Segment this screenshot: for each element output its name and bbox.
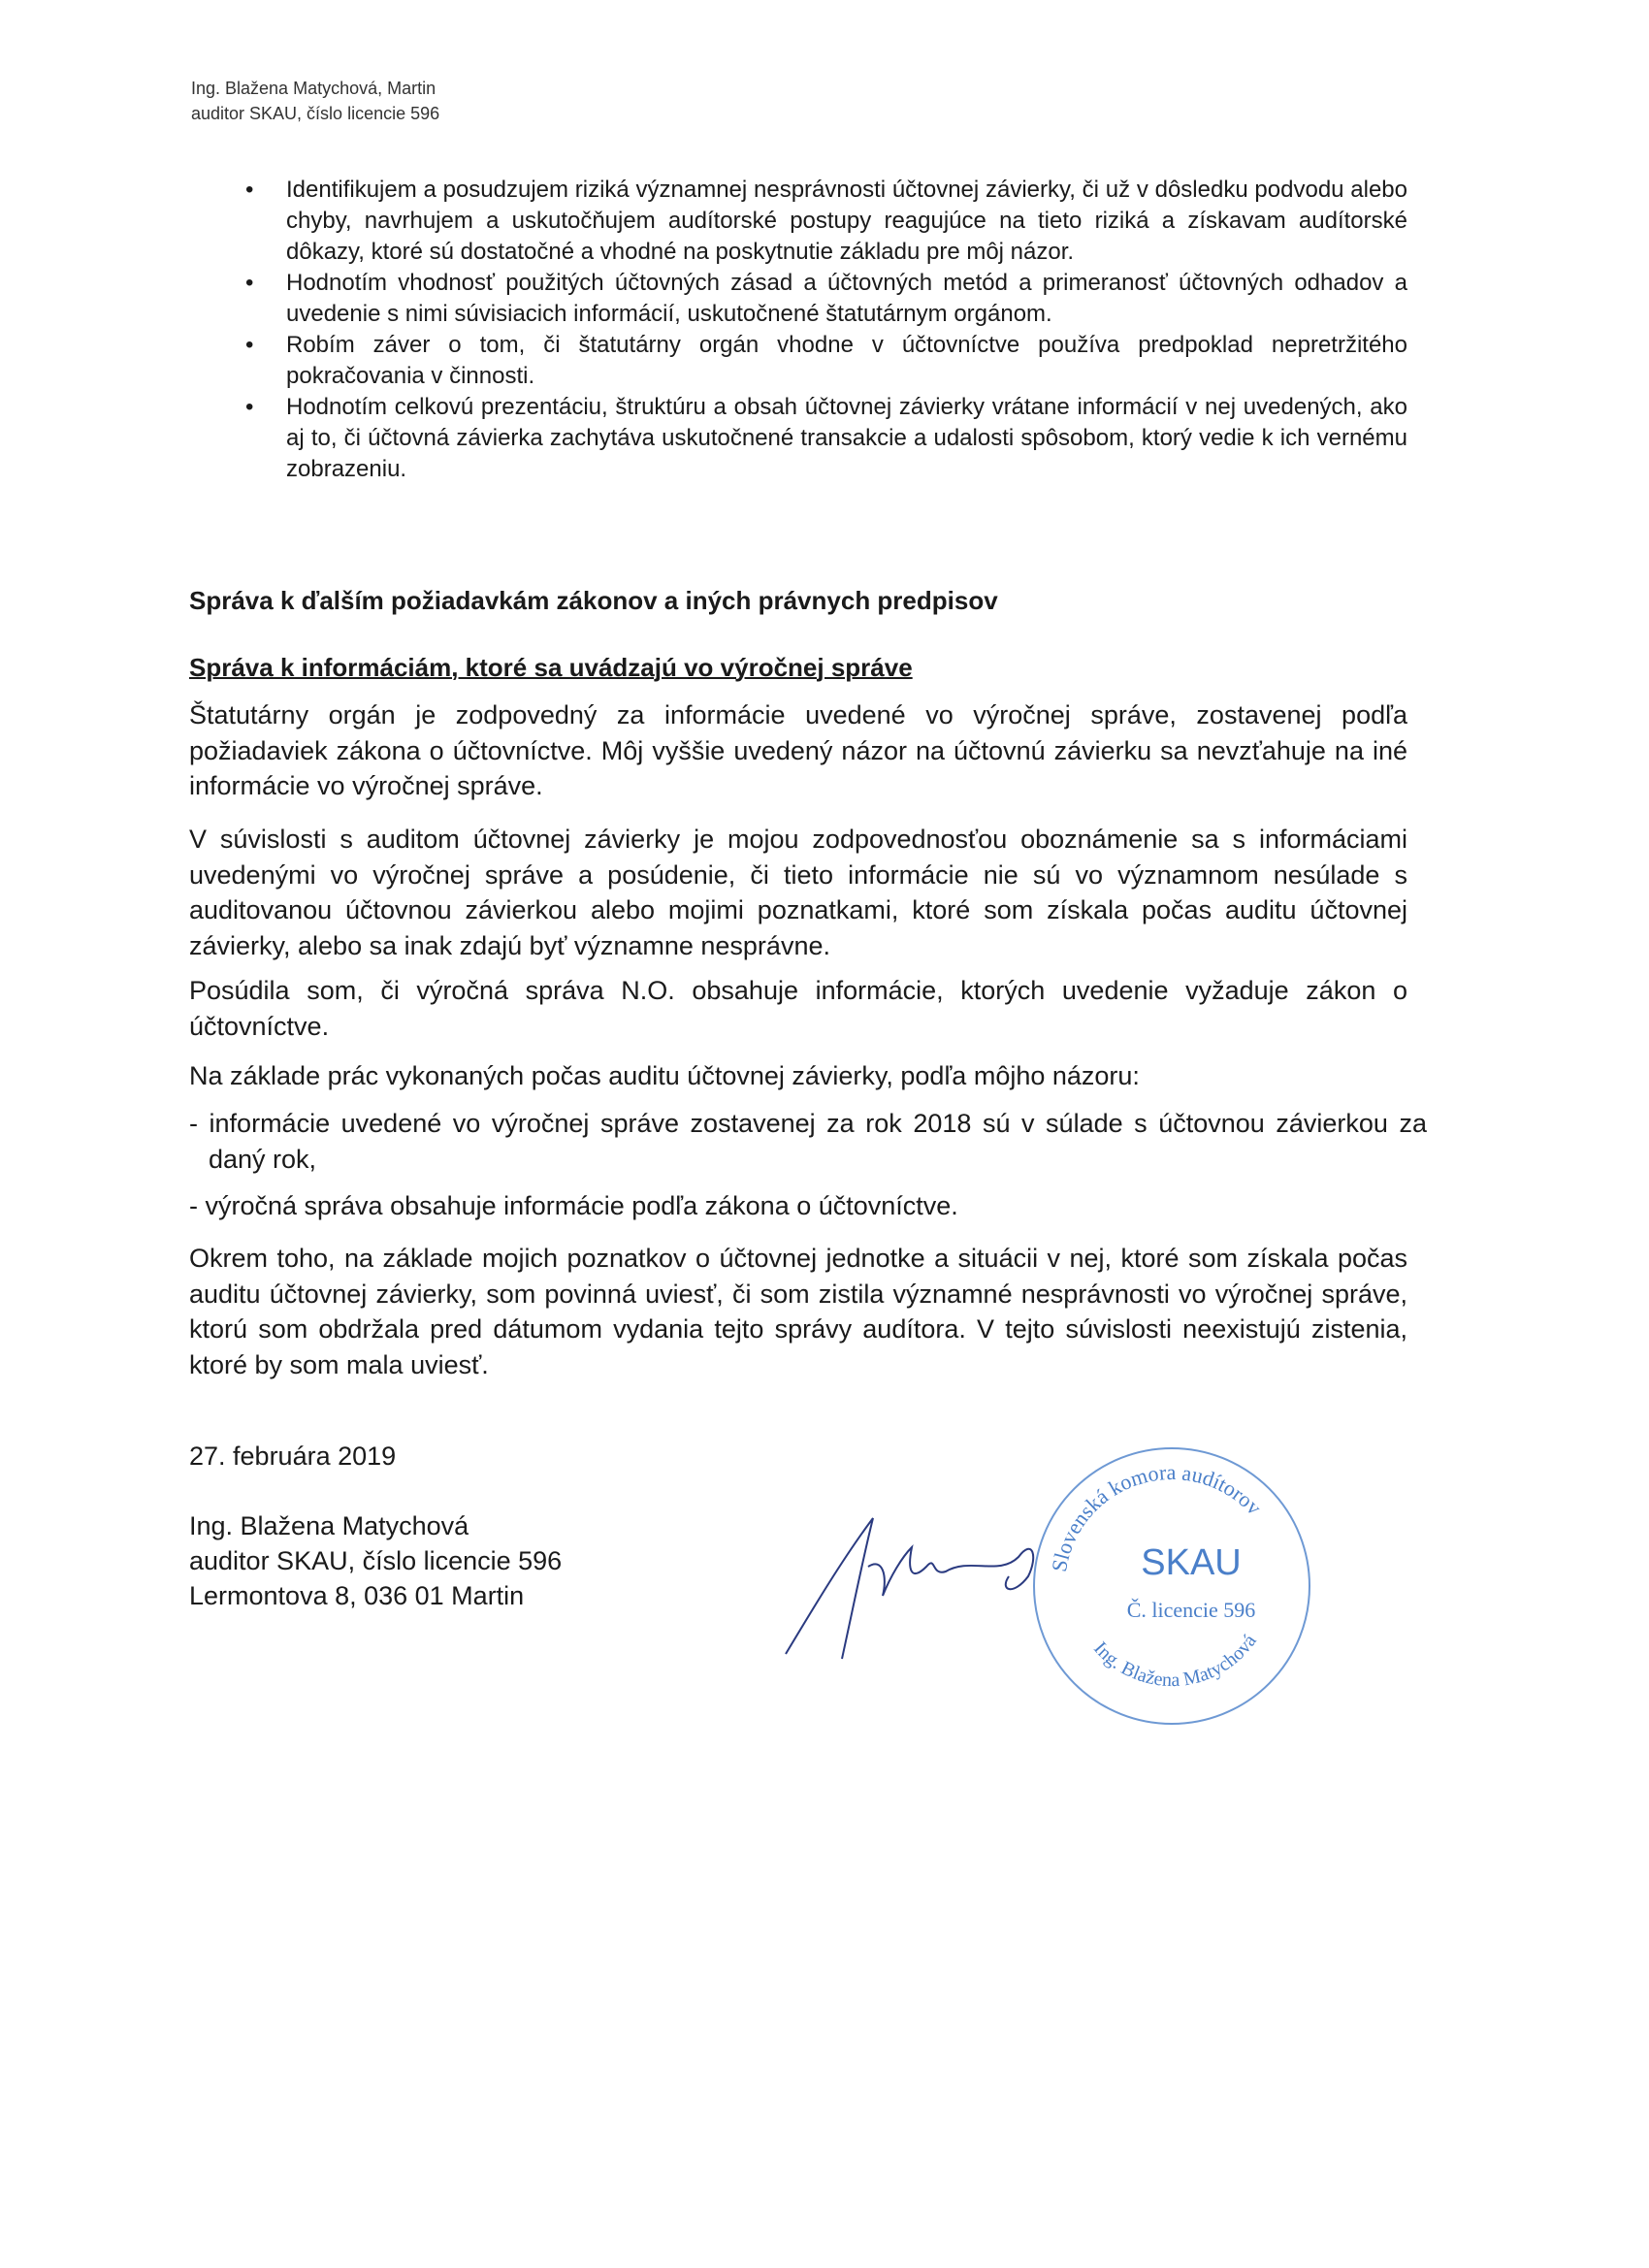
list-item: • Hodnotím vhodnosť použitých účtovných zásad a účtovných metód a primeranosť účtovných odhadov a uvedenie s nimi súvisiacich informácií, uskutočnené štatutárnym orgánom.	[245, 270, 1407, 327]
paragraph: V súvislosti s auditom účtovnej závierky je mojou zodpovednosťou oboznámenie sa s informáciami uvedenými vo výročnej správe a posúdenie, či tieto informácie nie sú vo významnom nesúlade s auditovanou účtovnou závierkou alebo mojimi poznatkami, ktoré som získala počas auditu účtovnej závierky, alebo sa inak zdajú byť významne nesprávne.	[189, 825, 1407, 960]
subsection-heading: Správa k informáciám, ktoré sa uvádzajú vo výročnej správe	[189, 653, 913, 682]
paragraph-dash-item: - výročná správa obsahuje informácie podľa zákona o účtovníctve.	[189, 1191, 958, 1220]
paragraph: Na základe prác vykonaných počas auditu účtovnej závierky, podľa môjho názoru:	[189, 1061, 1140, 1090]
paragraph: Okrem toho, na základe mojich poznatkov o účtovnej jednotke a situácii v nej, ktoré som získala počas auditu účtovnej závierky, som povinná uviesť, či som zistila významné nesprávnosti vo výročnej správe, ktorú som obdržala pred dátumom vydania tejto správy audítora. V tejto súvislosti neexistujú zistenia, ktoré by som mala uviesť.	[189, 1244, 1407, 1379]
procedure-list	[245, 175, 1407, 485]
list-item: • Hodnotím celkovú prezentáciu, štruktúru a obsah účtovnej závierky vrátane informácií v nej uvedených, ako aj to, či účtovná závierka zachytáva uskutočnené transakcie a udalosti spôsobom, ktorý vedie k ich vernému zobrazeniu.	[245, 394, 1407, 482]
paragraph: Posúdila som, či výročná správa N.O. obsahuje informácie, ktorých uvedenie vyžaduje zákon o účtovníctve.	[189, 976, 1407, 1041]
signer-title: auditor SKAU, číslo licencie 596	[189, 1546, 563, 1575]
signer-address: Lermontova 8, 036 01 Martin	[189, 1581, 525, 1610]
stamp-license: Č. licencie 596	[1126, 1598, 1256, 1622]
bullet-icon: •	[245, 332, 254, 358]
signature-block	[189, 1508, 562, 1613]
stamp-top-text: Slovenská komora audítorov	[1047, 1460, 1267, 1574]
paragraph-dash-item: - informácie uvedené vo výročnej správe zostavenej za rok 2018 sú v súlade s účtovnou závierkou za daný rok,	[189, 1109, 1427, 1174]
section-heading: Správa k ďalším požiadavkám zákonov a iných právnych predpisov	[189, 586, 998, 615]
paragraph: Štatutárny orgán je zodpovedný za informácie uvedené vo výročnej správe, zostavenej podľa požiadaviek zákona o účtovníctve. Môj vyššie uvedený názor na účtovnú závierku sa nevzťahuje na iné informácie vo výročnej správe.	[189, 700, 1407, 800]
page-header	[191, 76, 439, 126]
bullet-icon: •	[245, 177, 254, 203]
list-item: • Robím záver o tom, či štatutárny orgán vhodne v účtovníctve používa predpoklad nepretržitého pokračovania v činnosti.	[245, 332, 1407, 389]
handwritten-signature	[776, 1499, 1048, 1664]
header-name: Ing. Blažena Matychová, Martin	[191, 79, 436, 98]
stamp-center: SKAU	[1141, 1542, 1242, 1583]
list-item: • Identifikujem a posudzujem riziká významnej nesprávnosti účtovnej závierky, či už v dôsledku podvodu alebo chyby, navrhujem a uskutočňujem audítorské postupy reagujúce na tieto riziká a získavam audítorské dôkazy, ktoré sú dostatočné a vhodné na poskytnutie základu pre môj názor.	[245, 177, 1407, 265]
signer-name: Ing. Blažena Matychová	[189, 1511, 469, 1540]
header-license: auditor SKAU, číslo licencie 596	[191, 104, 440, 123]
stamp-bottom-text: Ing. Blažena Matychová	[1089, 1630, 1261, 1692]
bullet-icon: •	[245, 394, 254, 420]
bullet-icon: •	[245, 270, 254, 296]
document-date: 27. februára 2019	[189, 1442, 397, 1471]
official-stamp	[1026, 1441, 1317, 1732]
